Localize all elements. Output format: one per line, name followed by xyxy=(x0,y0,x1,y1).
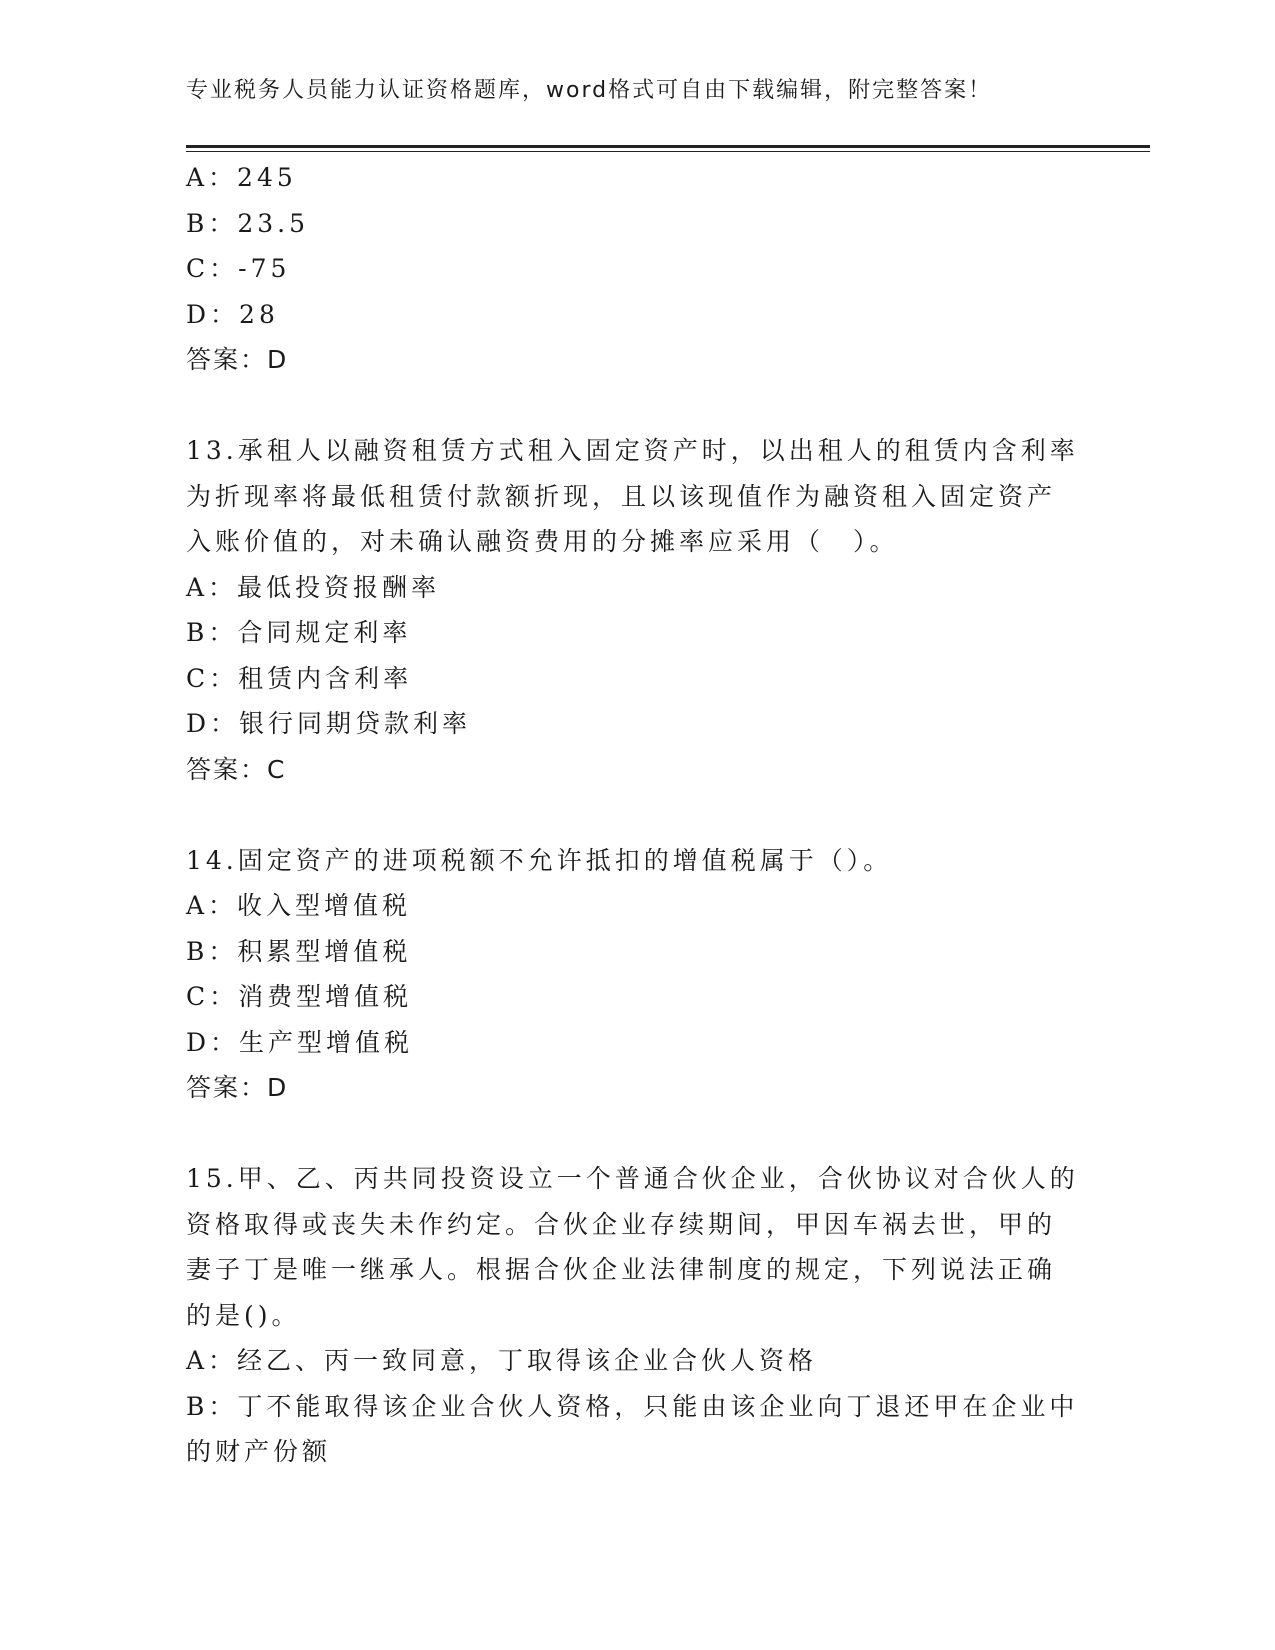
option-d: D：28 xyxy=(186,299,279,329)
question-stem-line: 入账价值的，对未确认融资费用的分摊率应采用（ ）。 xyxy=(186,527,899,556)
question-stem-line: 的是()。 xyxy=(186,1300,301,1330)
option-a: A：经乙、丙一致同意，丁取得该企业合伙人资格 xyxy=(186,1346,818,1375)
option-b: B：丁不能取得该企业合伙人资格，只能由该企业向丁退还甲在企业中 xyxy=(186,1391,1079,1421)
option-b-continuation: 的财产份额 xyxy=(186,1437,332,1466)
question-stem-line: 15.甲、乙、丙共同投资设立一个普通合伙企业，合伙协议对合伙人的 xyxy=(186,1164,1079,1193)
page-header: 专业税务人员能力认证资格题库，word格式可自由下载编辑，附完整答案！ xyxy=(186,78,993,103)
question-content xyxy=(186,155,1086,1475)
header-divider-thick xyxy=(186,145,1150,148)
answer-line: 答案：D xyxy=(186,1073,289,1102)
question-12-block xyxy=(186,155,1086,383)
question-stem-line: 资格取得或丧失未作约定。合伙企业存续期间，甲因车祸去世，甲的 xyxy=(186,1209,1057,1239)
question-stem-line: 14.固定资产的进项税额不允许抵扣的增值税属于（）。 xyxy=(186,845,893,875)
option-b: B：23.5 xyxy=(186,208,310,238)
option-d: D：银行同期贷款利率 xyxy=(186,709,472,738)
answer-line: 答案：D xyxy=(186,345,289,374)
option-b: B：合同规定利率 xyxy=(186,618,412,647)
option-b: B：积累型增值税 xyxy=(186,936,412,966)
question-stem-line: 妻子丁是唯一继承人。根据合伙企业法律制度的规定，下列说法正确 xyxy=(186,1255,1057,1284)
question-14-block xyxy=(186,838,1086,1111)
option-c: C：-75 xyxy=(186,254,291,283)
option-a: A：收入型增值税 xyxy=(186,891,412,920)
option-a: A：最低投资报酬率 xyxy=(186,572,441,602)
header-divider-thin xyxy=(186,151,1150,152)
question-stem-line: 13.承租人以融资租赁方式租入固定资产时，以出租人的租赁内含利率 xyxy=(186,436,1079,465)
option-d: D：生产型增值税 xyxy=(186,1027,414,1057)
option-c: C：租赁内含利率 xyxy=(186,663,413,693)
question-stem-line: 为折现率将最低租赁付款额折现，且以该现值作为融资租入固定资产 xyxy=(186,481,1057,511)
option-c: C：消费型增值税 xyxy=(186,982,413,1011)
option-a: A：245 xyxy=(186,163,297,192)
question-15-block xyxy=(186,1156,1086,1475)
answer-line: 答案：C xyxy=(186,754,287,784)
question-13-block xyxy=(186,428,1086,792)
